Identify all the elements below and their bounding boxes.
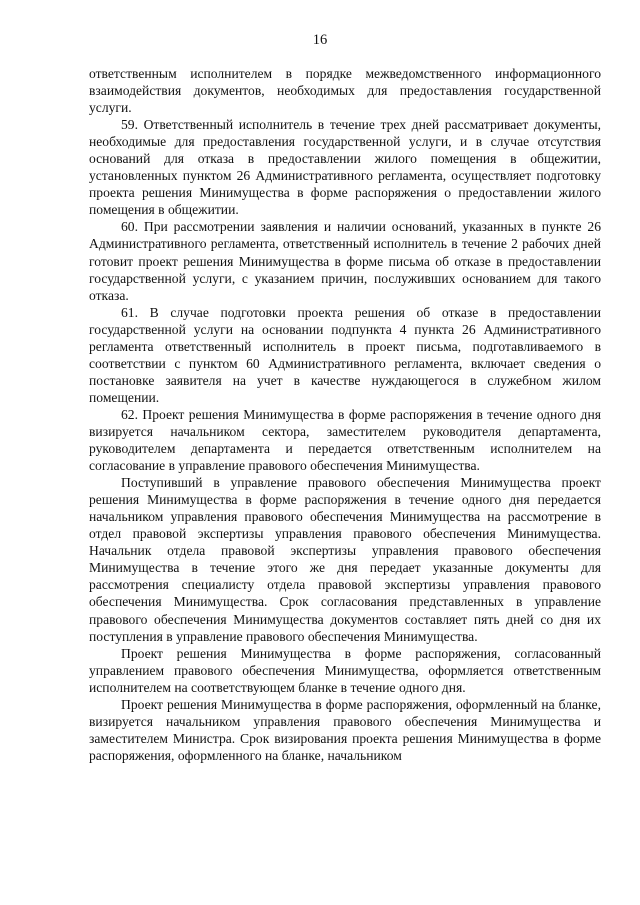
paragraph-62: 62. Проект решения Минимущества в форме распоряжения в течение одного дня визируется начальником сектора, заместителем руководителя департамента, руководителем департамента и передается ответственным исполнителем на согласование в управление правового обеспечения Минимущества. [89, 406, 601, 474]
page-number: 16 [312, 32, 328, 48]
paragraph-61: 61. В случае подготовки проекта решения об отказе в предоставлении государственной услуги на основании подпункта 4 пункта 26 Административного регламента ответственный исполнитель в проект письма, подготавливаемого в соответствии с пунктом 60 Административного регламента, включает сведения о постановке заявителя на учет в качестве нуждающегося в служебном жилом помещении. [89, 304, 601, 405]
body-text [89, 65, 601, 764]
paragraph-60: 60. При рассмотрении заявления и наличии оснований, указанных в пункте 26 Административного регламента, ответственный исполнитель в течение 2 рабочих дней готовит проект решения Минимущества в форме письма об отказе в предоставлении государственной услуги, с указанием причин, послуживших основанием для такого отказа. [89, 219, 601, 303]
paragraph-59: 59. Ответственный исполнитель в течение трех дней рассматривает документы, необходимые для предоставления государственной услуги, и в случае отсутствия оснований для отказа в предоставлении жилого помещения в общежитии, установленных пунктом 26 Административного регламента, осуществляет подготовку проекта решения Минимущества в форме распоряжения о предоставлении жилого помещения в общежитии. [89, 117, 601, 218]
paragraph-letterhead: Проект решения Минимущества в форме распоряжения, согласованный управлением правового обеспечения Минимущества, оформляется ответственным исполнителем на соответствующем бланке в течение одного дня. [89, 645, 601, 695]
paragraph-continuation: ответственным исполнителем в порядке межведомственного информационного взаимодействия документов, необходимых для предоставления государственной услуги. [89, 66, 601, 116]
paragraph-endorsement: Проект решения Минимущества в форме распоряжения, оформленный на бланке, визируется начальником управления правового обеспечения Минимущества и заместителем Министра. Срок визирования проекта решения Минимущества в форме распоряжения, оформленного на бланке, начальником [89, 696, 601, 763]
paragraph-legal-review: Поступивший в управление правового обеспечения Минимущества проект решения Минимущества в форме распоряжения в течение одного дня передается начальником управления правового обеспечения Минимущества на рассмотрение в отдел правовой экспертизы управления правового обеспечения Минимущества. Начальник отдела правовой экспертизы управления правового обеспечения Минимущества в течение этого же дня передает указанные документы для рассмотрения специалисту отдела правовой экспертизы управления правового обеспечения Минимущества. Срок согласования представленных в управление правового обеспечения Минимущества документов составляет пять дней со дня их поступления в управление правового обеспечения Минимущества. [89, 475, 601, 644]
